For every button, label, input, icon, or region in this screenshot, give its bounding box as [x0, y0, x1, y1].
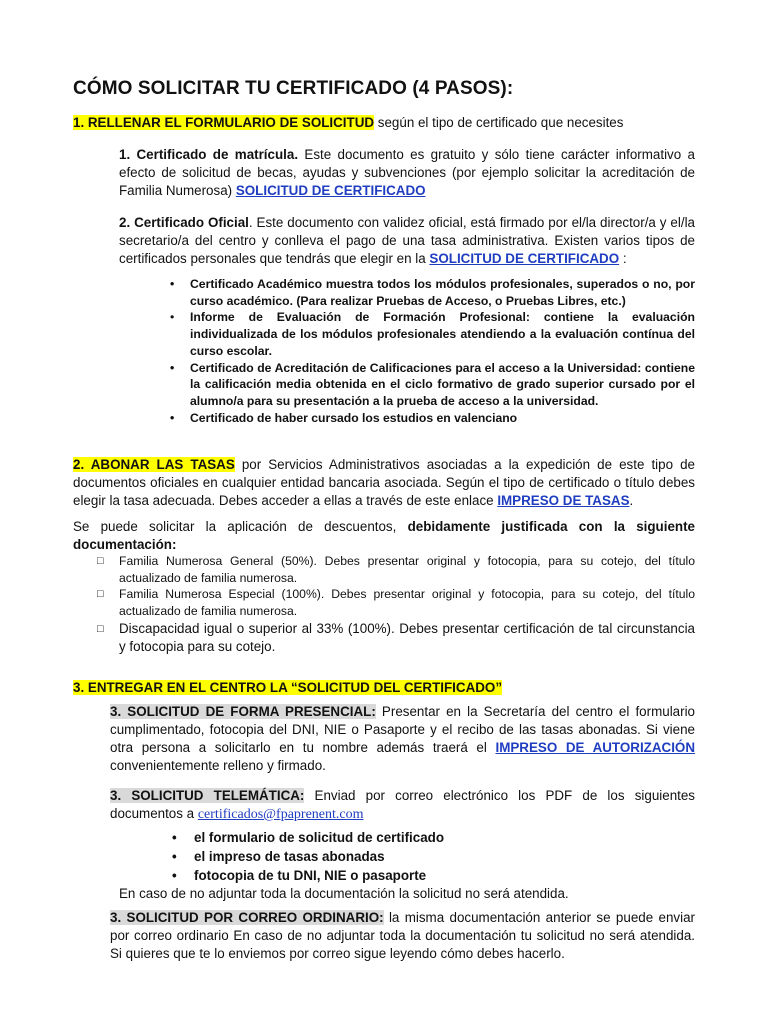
bullet-icon: • [172, 849, 177, 864]
bullet-text: contiene la evaluación individualizada de los módulos profesionales atendiendo a la evaluación contínua del curso escolar. [190, 310, 695, 358]
step2-end: . [629, 493, 634, 508]
telematica-docs-list [172, 828, 674, 885]
discount-text: Familia Numerosa Especial (100%). Debes presentar original y fotocopia, para su cotejo, del título actualizado de familia numerosa. [119, 587, 695, 619]
step1-heading: 1. RELLENAR EL FORMULARIO DE SOLICITUD [73, 115, 375, 130]
bullet-icon: • [172, 868, 177, 883]
list-item [170, 410, 695, 427]
telematica-text: Enviad por correo electrónico los PDF de los siguientes documentos a [110, 788, 696, 821]
telematica-paragraph [110, 787, 695, 824]
list-item [170, 360, 695, 410]
step1-item1 [119, 146, 695, 200]
discount-intro-text: Se puede solicitar la aplicación de descuentos, [73, 519, 408, 534]
solicitud-certificado-link-1[interactable]: SOLICITUD DE CERTIFICADO [235, 183, 426, 198]
step1-item2 [119, 214, 695, 268]
list-item [97, 586, 695, 619]
step1-heading-rest: según el tipo de certificado que necesites [374, 115, 624, 130]
list-item [172, 866, 674, 885]
presencial-paragraph [110, 703, 695, 775]
doc-text: el formulario de solicitud de certificado [194, 830, 445, 845]
discount-intro [73, 518, 695, 554]
item2-title: 2. Certificado Oficial [119, 215, 249, 230]
item1-text: Este documento es gratuito y sólo tiene carácter informativo a efecto de solicitud de becas, ayudas y subvenciones (por ejemplo solicitar la acreditación de Familia Numerosa) [119, 147, 695, 198]
doc-text: fotocopia de tu DNI, NIE o pasaporte [194, 868, 427, 883]
presencial-text: Presentar en la Secretaría del centro el formulario cumplimentado, fotocopia del DNI, NIE o Pasaporte y el recibo de las tasas abonadas. Si viene otra persona a solicitarlo en tu nombre además traerá el [110, 704, 695, 755]
checkbox-icon: □ [97, 555, 104, 567]
list-item [97, 620, 695, 656]
presencial-end: convenientemente relleno y firmado. [110, 758, 326, 773]
solicitud-certificado-link-2[interactable]: SOLICITUD DE CERTIFICADO [429, 251, 620, 266]
telematica-note: En caso de no adjuntar toda la documentación la solicitud no será atendida. [119, 886, 569, 901]
presencial-label: 3. SOLICITUD DE FORMA PRESENCIAL: [110, 704, 376, 719]
checkbox-icon: □ [97, 622, 104, 635]
correo-ordinario-text: la misma documentación anterior se puede enviar por correo ordinario En caso de no adjuntar toda la documentación tu solicitud no será atendida. Si quieres que te lo enviemos por correo sigue leyendo cómo debes hacerlo. [110, 910, 695, 961]
bullet-icon: • [170, 410, 175, 425]
step2-text: por Servicios Administrativos asociadas a la expedición de este tipo de documentos oficiales en cualquier entidad bancaria asociada. Según el tipo de certificado o título debes elegir la tasa adecuada. Debes acceder a ellas a través de este enlace [73, 457, 695, 508]
list-item [97, 553, 695, 586]
list-item [172, 828, 674, 847]
item2-end: : [619, 251, 627, 266]
certificate-types-list [170, 276, 695, 426]
bullet-icon: • [170, 360, 175, 375]
email-link[interactable]: certificados@fpaprenent.com [197, 807, 364, 822]
checkbox-icon: □ [97, 588, 104, 601]
discount-text: Discapacidad igual o superior al 33% (100%). Debes presentar certificación de tal circunstancia y fotocopia para su cotejo. [119, 620, 695, 654]
list-item [170, 309, 695, 359]
step3-heading-line [73, 679, 695, 697]
correo-ordinario-label: 3. SOLICITUD POR CORREO ORDINARIO: [110, 910, 384, 925]
page-title: CÓMO SOLICITAR TU CERTIFICADO (4 PASOS): [73, 78, 514, 99]
list-item [170, 276, 695, 309]
bullet-icon: • [172, 830, 177, 845]
impreso-autorizacion-link[interactable]: IMPRESO DE AUTORIZACIÓN [495, 740, 696, 755]
bullet-text: Certificado de haber cursado los estudios en valenciano [190, 410, 518, 425]
discount-list [97, 553, 695, 656]
doc-text: el impreso de tasas abonadas [194, 849, 385, 864]
step1-heading-line [73, 114, 703, 132]
bullet-text: Certificado Académico muestra todos los módulos profesionales, superados o no, por curso académico. (Para realizar Pruebas de Acceso, o Pruebas Libres, etc.) [190, 277, 695, 308]
telematica-label: 3. SOLICITUD TELEMÁTICA: [110, 788, 305, 803]
discount-intro-bold: debidamente justificada con la siguiente documentación: [73, 519, 695, 552]
bullet-icon: • [170, 277, 175, 291]
item1-title: 1. Certificado de matrícula. [119, 147, 299, 162]
bullet-icon: • [170, 310, 175, 325]
step2-paragraph [73, 456, 695, 510]
bullet-text: Certificado de Acreditación de Calificaciones para el acceso a la Universidad: contiene la calificación media obtenida en el ciclo formativo de grado superior cursado por el alumno/a para su presentación a la prueba de acceso a la universidad. [190, 360, 695, 408]
impreso-tasas-link[interactable]: IMPRESO DE TASAS [497, 493, 630, 508]
bullet-title: Informe de Evaluación de Formación Profesional: [190, 310, 530, 325]
step2-heading: 2. ABONAR LAS TASAS [73, 457, 235, 472]
correo-ordinario-paragraph [110, 909, 695, 963]
item2-text: . Este documento con validez oficial, está firmado por el/la director/a y el/la secretario/a del centro y conlleva el pago de una tasa administrativa. Existen varios tipos de certificados personales que tendrás que elegir en la [119, 215, 695, 266]
list-item [172, 847, 674, 866]
discount-text: Familia Numerosa General (50%). Debes presentar original y fotocopia, para su cotejo, del título actualizado de familia numerosa. [119, 554, 695, 585]
step3-heading: 3. ENTREGAR EN EL CENTRO LA “SOLICITUD DEL CERTIFICADO” [73, 680, 503, 695]
